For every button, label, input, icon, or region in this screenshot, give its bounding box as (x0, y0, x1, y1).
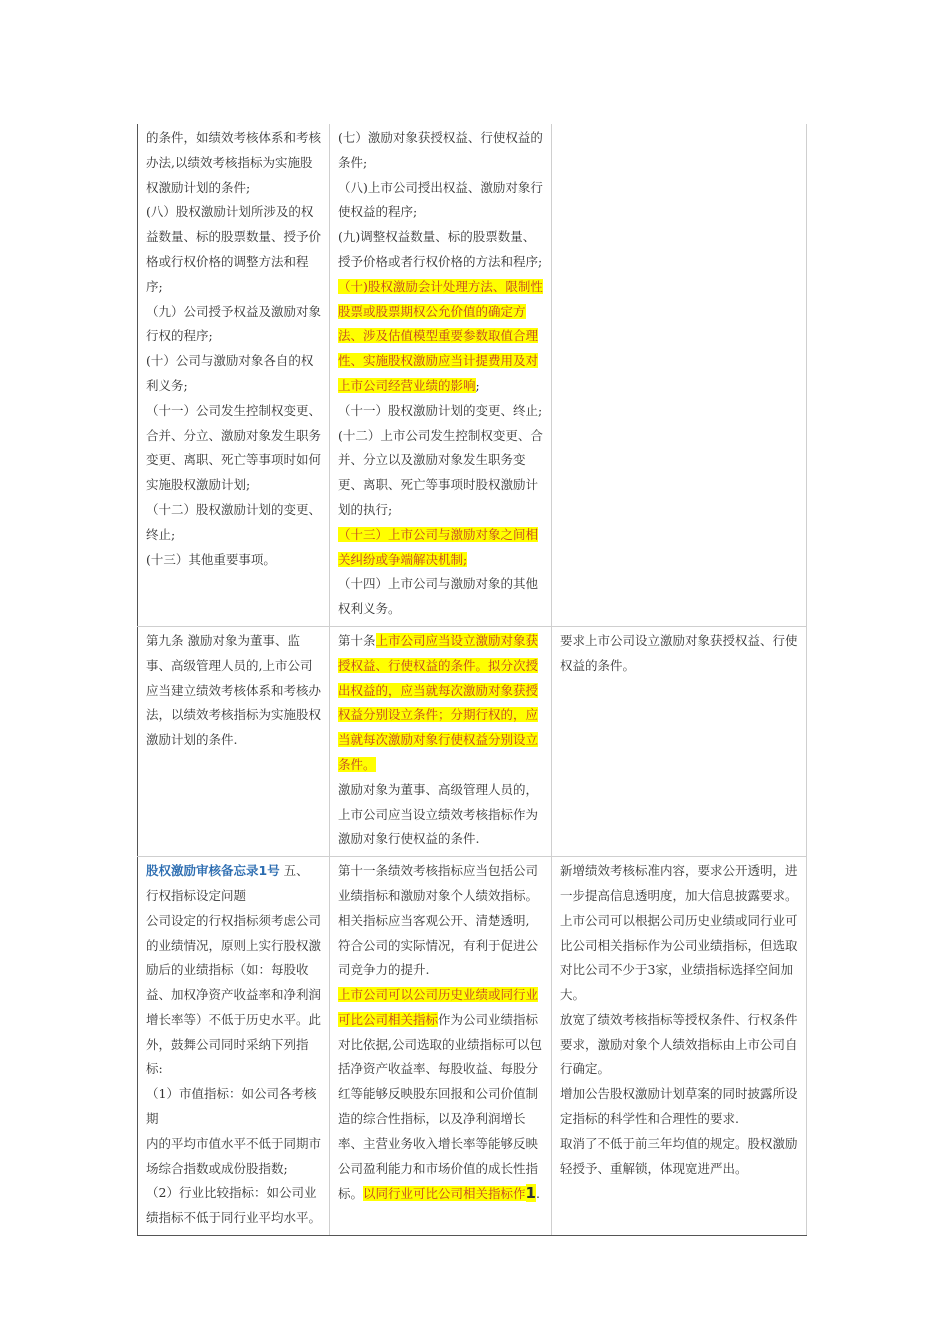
text-line: 益、加权净资产收益率和净利润 (146, 987, 322, 1003)
highlighted-clause: 上市公司可以公司历史业绩或同行业 可比公司相关指标作为公司业绩指标 (338, 987, 539, 1027)
new-rule-text (338, 859, 545, 983)
text-line: 标: (146, 1061, 163, 1077)
old-rule-cell: 股权激励审核备忘录1号 五、 行权指标设定问题 公司设定的行权指标须考虑公司 的业绩情况，原则上实行股权激 励后的业绩指标（如：每股收 益、加权净资产收益率和净利润 增长率等）不低于历史水平。此 外，鼓舞公司同时采纳下列指 标: （1）市值指标：如公司各考核期 内的平均市值水平不低于同期市 场综合指数或成份股指数; （2）行业比较指标：如公司业 绩指标不低于同行业平均水平。 (138, 857, 330, 1236)
text-line: 比公司相关指标作为公司业绩指标，但选取 (560, 937, 798, 953)
text-line: 激励对象为董事、高级管理人员的， (338, 781, 539, 797)
comparison-table (137, 124, 807, 1236)
text-line: 序; (146, 278, 163, 294)
text-line: 要求上市公司设立激励对象获授权益、行使 (560, 632, 798, 648)
text-line: (十）公司与激励对象各自的权 (146, 353, 314, 369)
text-line: 取消了不低于前三年均值的规定。股权激励 (560, 1135, 798, 1151)
page-number: 1 (525, 1184, 536, 1203)
text-line: 红等能够反映股东回报和公司价值制 (338, 1086, 539, 1102)
text-line: 授予价格或者行权价格的方法和程序; (338, 253, 543, 269)
text-line: 相关指标应当客观公开、清楚透明, (338, 912, 530, 928)
change-note-cell (552, 124, 807, 626)
text-line: 率、主营业务收入增长率等能够反映 (338, 1135, 539, 1151)
text-line: (七）激励对象获授权益、行使权益的 (338, 130, 543, 145)
new-rule-cell (330, 857, 552, 1236)
text-line: 事、高级管理人员的,上市公司 (146, 657, 313, 673)
last-line: 标。以同行业可比公司相关指标作1. (338, 1184, 540, 1203)
text-line: 轻授予、重解锁，体现宽进严出。 (560, 1160, 748, 1176)
text-line: 条件; (338, 154, 368, 170)
text-line: (十二）上市公司发生控制权变更、合 (338, 427, 543, 443)
table-row (138, 857, 807, 1236)
text-line: 法，以绩效考核指标为实施股权 (146, 707, 322, 723)
highlighted-clause: （十)股权激励会计处理方法、限制性 股票或股票期权公允价值的确定方 法、涉及估值模型重要参数取值合理 性、实施股权激励应当计提费用及对 上市公司经营业绩的影响; (338, 278, 543, 393)
new-rule-text (338, 778, 545, 852)
text-line: 划的执行; (338, 501, 393, 517)
text-line: 应当建立绩效考核体系和考核办 (146, 682, 322, 698)
highlighted-clause: 第十条上市公司应当设立激励对象获 授权益、行使权益的条件。拟分次授 出权益的，应当就每次激励对象获授 权益分别设立条件；分期行权的，应 当就每次激励对象行使权益分别设立 条件。 (338, 632, 539, 772)
text-line: 实施股权激励计划; (146, 477, 251, 493)
text-line: （十四）上市公司与激励对象的其他 (338, 576, 539, 592)
old-rule-cell (138, 626, 330, 856)
text-line: 业绩指标和激励对象个人绩效指标。 (338, 887, 539, 903)
table-row (138, 124, 807, 626)
text-line: (十三）其他重要事项。 (146, 551, 276, 567)
text-line: 符合公司的实际情况，有利于促进公 (338, 937, 539, 953)
text-line: 绩指标不低于同行业平均水平。 (146, 1210, 322, 1226)
text-line: 益数量、标的股票数量、授予价 (146, 229, 322, 245)
old-rule-cell (138, 124, 330, 626)
text-line: (八）股权激励计划所涉及的权 (146, 204, 314, 220)
text-line: 行确定。 (560, 1061, 611, 1077)
text-line: 变更、离职、死亡等事项时如何 (146, 452, 322, 468)
change-note-cell (552, 626, 807, 856)
text-line: 定指标的科学性和合理性的要求. (560, 1111, 739, 1127)
text-line: 使权益的程序; (338, 204, 418, 220)
text-line: 并、分立以及激励对象发生职务变 (338, 452, 526, 468)
text-line: 终止; (146, 526, 176, 542)
text-line: （2）行业比较指标：如公司业 (146, 1185, 317, 1201)
text-line: 行权的程序; (146, 328, 213, 344)
new-rule-text (338, 1033, 545, 1182)
table-row (138, 626, 807, 856)
old-rule-text (146, 884, 323, 1231)
text-line: （八)上市公司授出权益、激励对象行 (338, 179, 543, 195)
text-line: （十二）股权激励计划的变更、 (146, 501, 322, 517)
text-line: 增长率等）不低于历史水平。此 (146, 1011, 322, 1027)
text-line: 公司设定的行权指标须考虑公司 (146, 912, 322, 928)
text-line: 造的综合性指标，以及净利润增长 (338, 1111, 526, 1127)
text-line: 的条件，如绩效考核体系和考核 (146, 130, 322, 145)
text-line: 合并、分立、激励对象发生职务 (146, 427, 322, 443)
text-line: 新增绩效考核标准内容，要求公开透明，进 (560, 863, 798, 879)
new-rule-text (338, 572, 545, 622)
text-line: (九)调整权益数量、标的股票数量、 (338, 229, 536, 245)
text-line: （九）公司授予权益及激励对象 (146, 303, 322, 319)
text-line: 上市公司可以根据公司历史业绩或同行业可 (560, 912, 798, 928)
text-line: 上市公司应当设立绩效考核指标作为 (338, 806, 539, 822)
text-line: 外，鼓舞公司同时采纳下列指 (146, 1036, 309, 1052)
text-line: 的业绩情况，原则上实行股权激 (146, 937, 322, 953)
text-line: 权利义务。 (338, 601, 401, 617)
text-line: 关纠纷或争端解决机制; (338, 551, 468, 567)
text-line: 励后的业绩指标（如：每股收 (146, 962, 309, 978)
text-line: 一步提高信息透明度，加大信息披露要求。 (560, 887, 798, 903)
text-line: 公司盈利能力和市场价值的成长性指 (338, 1160, 539, 1176)
text-line: 括净资产收益率、每股收益、每股分 (338, 1061, 539, 1077)
text-line: 权益的条件。 (560, 657, 636, 673)
text-line: 司竞争力的提升. (338, 962, 430, 978)
change-note-cell (552, 857, 807, 1236)
text-line: 第九条 激励对象为董事、监 (146, 632, 300, 648)
text-line: （十三）上市公司与激励对象之间相 (338, 526, 539, 542)
text-line: 内的平均市值水平不低于同期市 (146, 1135, 322, 1151)
text-line: 办法,以绩效考核指标为实施股 (146, 154, 313, 170)
text-line: 格或行权价格的调整方法和程 (146, 253, 309, 269)
text-line: 更、离职、死亡等事项时股权激励计 (338, 477, 539, 493)
text-line: 对比依据,公司选取的业绩指标可以包 (338, 1036, 542, 1052)
text-line: 要求，激励对象个人绩效指标由上市公司自 (560, 1036, 798, 1052)
text-line: 对比公司不少于3家，业绩指标选择空间加 (560, 962, 793, 978)
new-rule-cell (330, 626, 552, 856)
text-line: （1）市值指标：如公司各考核期 (146, 1086, 317, 1127)
text-line: 权激励计划的条件; (146, 179, 251, 195)
new-rule-text (338, 126, 545, 275)
memo-title: 股权激励审核备忘录1号 (146, 863, 280, 879)
text-line: （十一）公司发生控制权变更、 (146, 402, 322, 418)
new-rule-text (338, 399, 545, 523)
text-line: 第十一条绩效考核指标应当包括公司 (338, 863, 539, 879)
highlighted-clause (338, 523, 545, 573)
text-line: 增加公告股权激励计划草案的同时披露所设 (560, 1086, 798, 1102)
new-rule-cell (330, 124, 552, 626)
text-line: 激励计划的条件. (146, 732, 238, 748)
text-line: 行权指标设定问题 (146, 887, 247, 903)
text-line: 大。 (560, 987, 586, 1003)
text-line: 场综合指数或成份股指数; (146, 1160, 288, 1176)
text-line: （十一）股权激励计划的变更、终止; (338, 402, 543, 418)
text-line: 放宽了绩效考核指标等授权条件、行权条件 (560, 1011, 798, 1027)
text-line: 利义务; (146, 377, 188, 393)
text-line: 激励对象行使权益的条件. (338, 831, 480, 847)
